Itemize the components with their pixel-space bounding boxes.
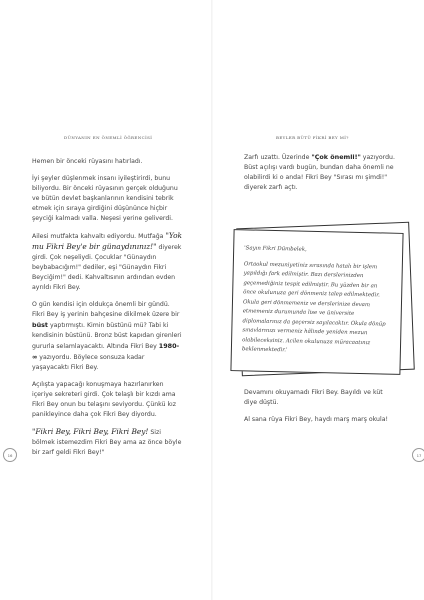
paragraph [32,231,183,293]
text: yazıyordu. Büst açılışı vardı bugün, bundan daha önemli ne olabilirdi ki o anda! Fikri Bey "Sırası mı şimdi!" diyerek zarfı açtı. [244,154,395,191]
handwritten-quote: "Yok mu Fikri Bey'e bir günaydınınız!" [32,231,183,251]
page-number: 17 [412,448,424,462]
letter-front-sheet [230,229,403,375]
running-header: DÜNYANIN EN ÖNEMLİ ÖĞRENCİSİ [64,135,153,140]
letter-note [232,229,408,379]
handwritten-word: büst [32,321,48,329]
paragraph [32,300,183,373]
text: Ailesi mutfakta kahvaltı ediyordu. Mutfağa [32,233,166,240]
paragraph: Devamını okuyamadı Fikri Bey. Bayıldı ve küt diye düştü. [244,389,383,406]
handwritten-quote: "Fikri Bey, Fikri Bey, Fikri Bey! [32,427,149,436]
text: yazıyordu. Böylece sonsuza kadar yaşayacaktı Fikri Bey. [32,354,145,371]
paragraph: Hemen bir önceki rüyasını hatırladı. [32,158,143,165]
left-body-text [32,157,183,465]
paragraph [32,427,183,458]
text: yaptırmıştı. Kimin büstünü mü? Tabi ki kendisinin büstünü. Bronz büst kapıdan girenleri gururla selamlayacaktı. Altında Fikri Bey [32,322,182,350]
right-body-text-top [244,152,395,200]
letter-greeting: 'Sayın Fikri Dümbelek, [244,245,307,253]
paragraph: Al sana rüya Fikri Bey, haydı marş marş okula! [244,416,388,423]
paragraph: İyi şeyler düşlenmek insanı iyileştirirdi, bunu biliyordu. Bir önceki rüyasının gerçek olduğunu ve bütün devlet başkanlarının kendisini tebrik etmek için sıraya girdiğini düşününce hiçbir şeyciği kalmadı valla. Neşesi yerine geliverdi. [32,175,178,222]
text: O gün kendisi için oldukça önemli bir gündü. Fikri Bey iş yerinin bahçesine dikilmek üzere bir [32,301,180,318]
handwritten-quote: "Çok önemli!" [311,153,361,161]
letter-body: Ortaokul mezuniyetiniz sırasında hatalı bir işlem yapıldığı fark edilmiştir. Bazı derslerinizden geçemediğiniz tespit edilmiştir. Bu yüzden bir an önce okulunuza geri dönmeniz talep edilmektedir. Okula geri dönmemeniz ve derslerinize devam etmemeniz durumunda lise ve üniversite diplomalarınız da geçersiz sayılacaktır. Okula dönüp sınavlarınızı vermeniz hâlinde yeniden mezun olabileceksiniz. Acilen okulunuza müracaatınız beklenmektedir.' [241,260,386,354]
running-header: BEYLER BÜTÜ FİKRİ BEY Mİ? [276,135,349,140]
text: Zarfı uzattı. Üzerinde [244,154,312,161]
page-number: 16 [3,448,17,462]
text: Sizi bölmek istemezdim Fikri Bey ama az önce böyle bir zarf geldi Fikri Bey!" [32,429,182,456]
right-body-text-bottom [244,388,395,432]
handwritten-years: 1980-∞ [32,342,180,361]
paragraph [244,152,395,193]
paragraph: Açılışta yapacağı konuşmaya hazırlanırken içeriye sekreteri girdi. Çok telaşlı bir kızdı ama Fikri Bey onun bu telaşını seviyordu. Çünkü kız panikleyince daha çok Fikri Bey diyordu. [32,381,177,418]
text: diyerek girdi. Çok neşeliydi. Çocuklar "Günaydın beybabacığım!" dediler, eşi "Günaydın Fikri Beyciğim!" dedi. Kahvaltısının ardından evden ayrıldı Fikri Bey. [32,244,182,291]
